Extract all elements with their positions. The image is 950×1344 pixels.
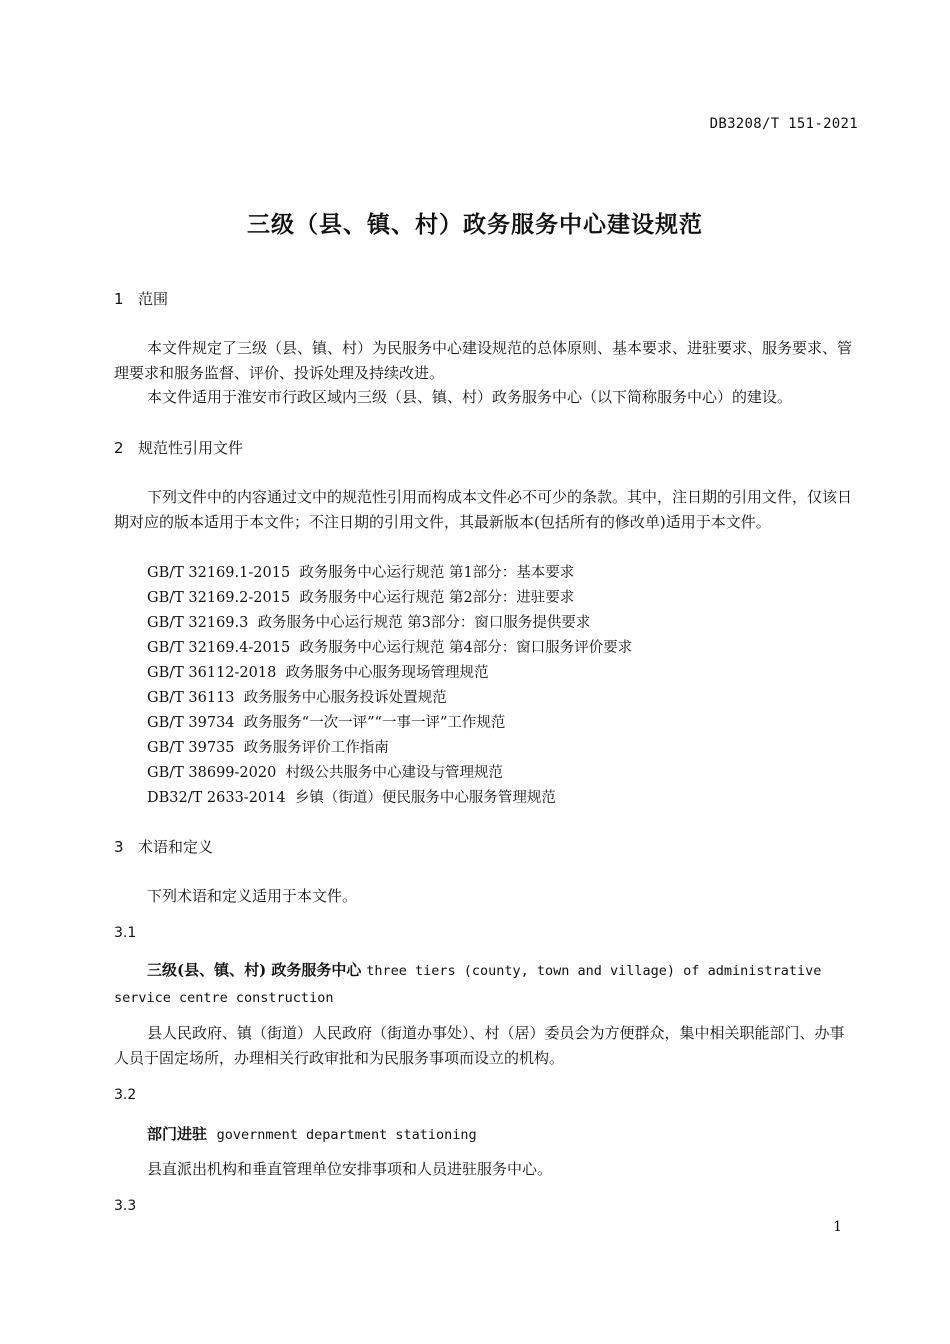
- section-2-heading: [114, 437, 243, 458]
- term-number: 3.3: [114, 1198, 137, 1214]
- reference-item: [147, 586, 574, 607]
- reference-title: 政务服务中心服务投诉处置规范: [243, 690, 447, 706]
- reference-item: [147, 611, 590, 632]
- reference-item: [147, 561, 574, 582]
- section-1-paragraph-2: 本文件适用于淮安市行政区域内三级（县、镇、村）政务服务中心（以下简称服务中心）的建设。: [147, 388, 793, 406]
- term-definition: 县直派出机构和垂直管理单位安排事项和人员进驻服务中心。: [147, 1160, 553, 1178]
- section-3-number: 3: [114, 838, 124, 856]
- term-entry: [114, 1121, 860, 1148]
- section-1-heading: [114, 288, 168, 309]
- reference-code: GB/T 38699-2020: [147, 765, 277, 781]
- document-title: 三级（县、镇、村）政务服务中心建设规范: [247, 211, 703, 238]
- reference-code: GB/T 32169.2-2015: [147, 590, 291, 606]
- reference-code: GB/T 39735: [147, 740, 235, 756]
- reference-code: GB/T 39734: [147, 715, 235, 731]
- reference-item: [147, 661, 489, 682]
- reference-item: [147, 736, 389, 757]
- reference-item: [147, 711, 505, 732]
- reference-item: [147, 761, 503, 782]
- reference-title: 政务服务中心运行规范 第2部分：进驻要求: [299, 590, 575, 606]
- term-number: 3.2: [114, 1087, 137, 1103]
- reference-title: 政务服务中心运行规范 第1部分：基本要求: [299, 565, 575, 581]
- reference-item: [147, 636, 632, 657]
- term-number: 3.1: [114, 925, 137, 941]
- reference-code: GB/T 32169.3: [147, 615, 249, 631]
- term-name-en: government department stationing: [216, 1127, 477, 1143]
- section-1-paragraph-1: 本文件规定了三级（县、镇、村）为民服务中心建设规范的总体原则、基本要求、进驻要求、服务要求、管理要求和服务监督、评价、投诉处理及持续改进。: [114, 339, 853, 382]
- reference-code: GB/T 36112-2018: [147, 665, 277, 681]
- section-1-title: 范围: [138, 290, 169, 308]
- reference-code: GB/T 36113: [147, 690, 235, 706]
- reference-title: 政务服务中心运行规范 第3部分：窗口服务提供要求: [257, 615, 591, 631]
- term-definition: 县人民政府、镇（街道）人民政府（街道办事处）、村（居）委员会为方便群众，集中相关职能部门、办事人员于固定场所，办理相关行政审批和为民服务事项而设立的机构。: [114, 1024, 845, 1067]
- section-2-intro: 下列文件中的内容通过文中的规范性引用而构成本文件必不可少的条款。其中，注日期的引用文件，仅该日期对应的版本适用于本文件；不注日期的引用文件，其最新版本(包括所有的修改单)适用于本文件。: [114, 488, 853, 531]
- section-3-heading: [114, 836, 213, 857]
- term-name-zh: 部门进驻: [147, 1125, 208, 1143]
- reference-item: [147, 786, 556, 807]
- document-code: DB3208/T 151-2021: [709, 116, 858, 132]
- reference-title: 政务服务“一次一评”“一事一评”工作规范: [243, 715, 506, 731]
- section-2-number: 2: [114, 439, 124, 457]
- section-1-number: 1: [114, 290, 124, 308]
- page-number: 1: [833, 1219, 842, 1235]
- reference-title: 政务服务中心服务现场管理规范: [285, 665, 489, 681]
- reference-title: 乡镇（街道）便民服务中心服务管理规范: [294, 790, 556, 806]
- reference-item: [147, 686, 447, 707]
- reference-code: GB/T 32169.1-2015: [147, 565, 291, 581]
- reference-title: 村级公共服务中心建设与管理规范: [285, 765, 504, 781]
- reference-title: 政务服务评价工作指南: [243, 740, 389, 756]
- term-name-zh: 三级(县、镇、村) 政务服务中心: [147, 961, 362, 979]
- section-3-intro: 下列术语和定义适用于本文件。: [147, 887, 358, 905]
- reference-code: GB/T 32169.4-2015: [147, 640, 291, 656]
- section-3-title: 术语和定义: [138, 838, 214, 856]
- section-2-title: 规范性引用文件: [138, 439, 244, 457]
- term-entry: [114, 957, 860, 1011]
- term-name-en: three tiers (county, town and village) of administrative service centre construction: [114, 963, 822, 1006]
- reference-code: DB32/T 2633-2014: [147, 790, 286, 806]
- reference-title: 政务服务中心运行规范 第4部分：窗口服务评价要求: [299, 640, 633, 656]
